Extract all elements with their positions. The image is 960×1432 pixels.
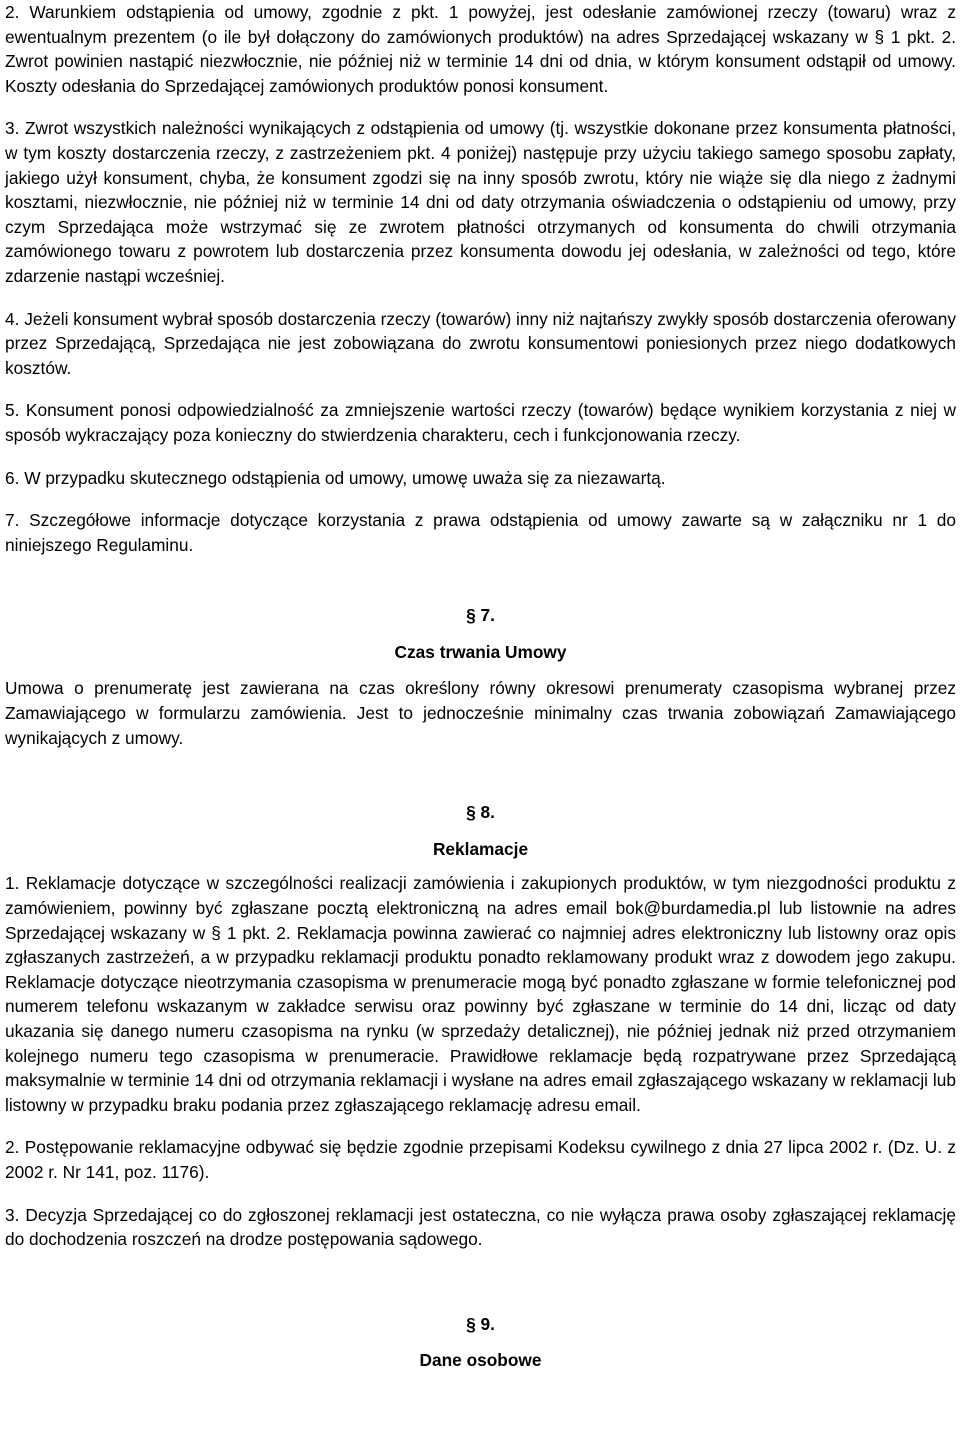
complaints-point-3: 3. Decyzja Sprzedającej co do zgłoszonej reklamacji jest ostateczna, co nie wyłącza prawa osoby zgłaszającej reklamację do dochodzenia roszczeń na drodze postępowania sądowego.	[5, 1204, 956, 1250]
contract-duration-paragraph: Umowa o prenumeratę jest zawierana na czas określony równy okresowi prenumeraty czasopisma wybranej przez Zamawiającego w formularzu zamówienia. Jest to jednocześnie minimalny czas trwania zobowiązań Zamawiającego wynikających z umowy.	[5, 678, 956, 748]
complaints-point-1: 1. Reklamacje dotyczące w szczególności realizacji zamówienia i zakupionych produktów, w tym niezgodności produktu z zamówieniem, powinny być zgłaszane pocztą elektroniczną na adres email bok@burdamedia.pl lub listownie na adres Sprzedającej wskazany w § 1 pkt. 2. Reklamacja powinna zawierać co najmniej adres elektroniczny lub listowny oraz opis zgłaszanych zastrzeżeń, a w przypadku reklamacji produktu ponadto reklamowany produkt wraz z dowodem jego zakupu. Reklamacje dotyczące nieotrzymania czasopisma w prenumeracie mogą być ponadto zgłaszane w formie telefonicznej pod numerem telefonu wskazanym w zakładce serwisu oraz powinny być zgłaszane w terminie do 14 dni, licząc od daty ukazania się danego numeru czasopisma na rynku (w sprzedaży detalicznej), nie później jednak niż przed otrzymaniem kolejnego numeru tego czasopisma w prenumeracie. Prawidłowe reklamacje będą rozpatrywane przez Sprzedającą maksymalnie w terminie 14 dni od otrzymania reklamacji i wysłane na adres email zgłaszającego wskazany w reklamacji lub listowny w przypadku braku podania przez zgłaszającego reklamację adresu email.	[5, 873, 956, 1115]
withdrawal-point-3: 3. Zwrot wszystkich należności wynikających z odstąpienia od umowy (tj. wszystkie dokonane przez konsumenta płatności, w tym koszty dostarczenia rzeczy, z zastrzeżeniem pkt. 4 poniżej) następuje przy użyciu takiego samego sposobu zapłaty, jakiego użył konsument, chyba, że konsument zgodzi się na inny sposób zwrotu, który nie wiąże się dla niego z żadnymi kosztami, niezwłocznie, nie później niż w terminie 14 dni od daty otrzymania oświadczenia o odstąpieniu od umowy, przy czym Sprzedająca może wstrzymać się ze zwrotem płatności otrzymanych od konsumenta do chwili otrzymania zamówionego towaru z powrotem lub dostarczenia przez konsumenta dowodu jej odesłania, w zależności od tego, które zdarzenie nastąpi wcześniej.	[5, 118, 956, 286]
withdrawal-point-5: 5. Konsument ponosi odpowiedzialność za zmniejszenie wartości rzeczy (towarów) będące wynikiem korzystania z niej w sposób wykraczający poza konieczny do stwierdzenia charakteru, cech i funkcjonowania rzeczy.	[5, 400, 956, 445]
section-7-title: Czas trwania Umowy	[394, 641, 567, 662]
withdrawal-point-2: 2. Warunkiem odstąpienia od umowy, zgodnie z pkt. 1 powyżej, jest odesłanie zamówionej rzeczy (towaru) wraz z ewentualnym prezentem (o ile był dołączony do zamówionych produktów) na adres Sprzedającej wskazany w § 1 pkt. 2. Zwrot powinien nastąpić niezwłocznie, nie później niż w terminie 14 dni od dnia, w którym konsument odstąpił od umowy. Koszty odesłania do Sprzedającej zamówionych produktów ponosi konsument.	[5, 2, 956, 96]
section-8-number: § 8.	[466, 802, 495, 823]
section-9-number: § 9.	[466, 1313, 495, 1334]
withdrawal-point-6: 6. W przypadku skutecznego odstąpienia od umowy, umowę uważa się za niezawartą.	[5, 467, 666, 488]
complaints-point-2: 2. Postępowanie reklamacyjne odbywać się będzie zgodnie przepisami Kodeksu cywilnego z dnia 27 lipca 2002 r. (Dz. U. z 2002 r. Nr 141, poz. 1176).	[5, 1137, 956, 1182]
withdrawal-point-4: 4. Jeżeli konsument wybrał sposób dostarczenia rzeczy (towarów) inny niż najtańszy zwykły sposób dostarczenia oferowany przez Sprzedającą, Sprzedająca nie jest zobowiązana do zwrotu konsumentowi poniesionych przez niego dodatkowych kosztów.	[5, 308, 956, 378]
section-9-title: Dane osobowe	[419, 1350, 542, 1371]
withdrawal-point-7: 7. Szczegółowe informacje dotyczące korzystania z prawa odstąpienia od umowy zawarte są w załączniku nr 1 do niniejszego Regulaminu.	[5, 510, 956, 555]
section-7-number: § 7.	[466, 605, 495, 626]
section-8-title: Reklamacje	[432, 838, 529, 859]
